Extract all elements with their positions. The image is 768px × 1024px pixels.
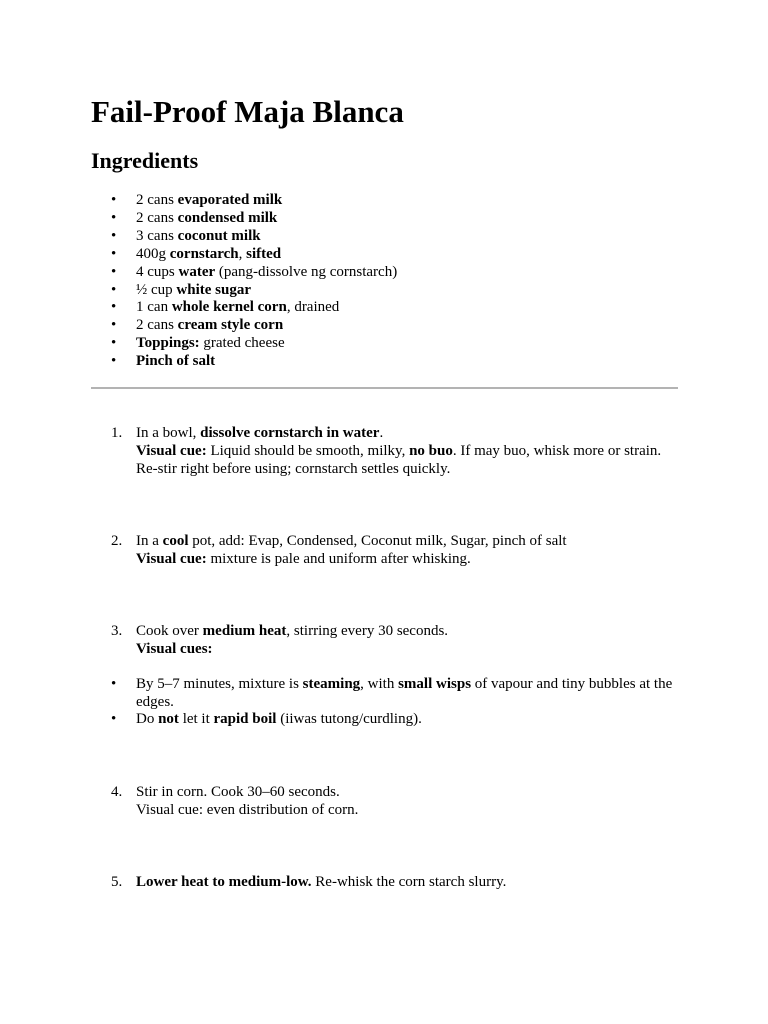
step-line <box>136 801 679 819</box>
bullet-icon: • <box>111 263 117 280</box>
horizontal-divider <box>91 387 678 389</box>
bold-text: water <box>178 263 216 280</box>
step-2 <box>91 532 679 568</box>
text-segment: , drained <box>286 299 340 316</box>
text-segment: 400g <box>136 245 170 262</box>
text-segment: , with <box>360 676 399 692</box>
text-segment: of vapour and tiny bubbles at the edges. <box>136 676 673 710</box>
bold-text: rapid boil <box>213 711 277 727</box>
text-segment: Cook over <box>136 623 203 639</box>
bold-text: sifted <box>246 245 282 262</box>
bold-text: Pinch of salt <box>136 353 216 370</box>
text-segment: Liquid should be smooth, milky, <box>206 443 410 459</box>
bullet-icon: • <box>111 192 117 208</box>
ingredient-item <box>91 317 679 335</box>
ingredient-item <box>91 210 679 228</box>
bullet-icon: • <box>111 711 117 727</box>
text-segment: Stir in corn. Cook 30–60 seconds. <box>136 784 340 800</box>
step-line <box>136 424 679 442</box>
bold-text: evaporated milk <box>177 192 283 208</box>
text-segment: 2 cans <box>136 192 178 208</box>
step-3-visual-cues-list <box>91 676 679 729</box>
text-segment: . <box>379 425 384 441</box>
text-segment: 4 cups <box>136 263 179 280</box>
bold-text: Visual cue: <box>136 443 207 459</box>
text-segment: In a <box>136 533 163 549</box>
bold-text: no buo <box>409 443 453 459</box>
text-segment: , <box>238 245 247 262</box>
ingredient-item <box>91 246 679 264</box>
bullet-icon: • <box>111 317 117 334</box>
text-segment: 3 cans <box>136 227 178 244</box>
bullet-icon: • <box>111 676 117 692</box>
text-segment: 2 cans <box>136 209 178 226</box>
ingredient-item <box>91 353 679 371</box>
text-segment: (pang-dissolve ng cornstarch) <box>215 263 398 280</box>
visual-cue-item <box>91 711 679 729</box>
step-line <box>136 532 679 550</box>
bold-text: white sugar <box>176 281 252 298</box>
bold-text: small wisps <box>398 676 472 692</box>
bold-text: medium heat <box>202 623 287 639</box>
visual-cue-item <box>91 676 679 711</box>
bold-text: steaming <box>302 676 361 692</box>
step-line <box>136 783 679 801</box>
bold-text: Lower heat to medium-low. <box>136 874 312 890</box>
ingredients-list <box>91 192 679 371</box>
text-segment: 2 cans <box>136 317 178 334</box>
bold-text: Visual cues: <box>136 641 213 657</box>
step-3 <box>91 622 679 658</box>
text-segment: ½ cup <box>136 281 177 298</box>
bold-text: cream style corn <box>177 317 284 334</box>
bullet-icon: • <box>111 335 117 352</box>
step-line <box>136 873 679 891</box>
text-segment: 1 can <box>136 299 172 316</box>
step-number: 3. <box>111 623 123 639</box>
bold-text: coconut milk <box>177 227 261 244</box>
step-4 <box>91 783 679 819</box>
text-segment: . If may buo, whisk more or strain. Re-stir right before using; cornstarch settles quickly. <box>136 443 662 477</box>
bold-text: whole kernel corn <box>171 299 287 316</box>
text-segment: , stirring every 30 seconds. <box>286 623 449 639</box>
step-line <box>136 622 679 640</box>
step-line <box>136 442 679 478</box>
step-1 <box>91 424 679 478</box>
step-number: 5. <box>111 874 123 890</box>
step-text <box>136 873 679 891</box>
bold-text: cool <box>162 533 189 549</box>
step-text <box>136 532 679 568</box>
step-line <box>136 640 679 658</box>
bullet-icon: • <box>111 281 117 298</box>
text-segment: Do <box>136 711 159 727</box>
ingredient-item <box>91 282 679 300</box>
ingredients-heading: Ingredients <box>91 148 199 173</box>
ingredient-item <box>91 228 679 246</box>
text-segment: Visual cue: even distribution of corn. <box>136 802 359 818</box>
ingredient-item <box>91 335 679 353</box>
text-segment: Re-whisk the corn starch slurry. <box>311 874 507 890</box>
step-number: 1. <box>111 425 123 441</box>
text-segment: let it <box>178 711 214 727</box>
bullet-icon: • <box>111 353 117 370</box>
bold-text: condensed milk <box>177 209 278 226</box>
step-text <box>136 783 679 819</box>
text-segment: By 5–7 minutes, mixture is <box>136 676 303 692</box>
bullet-icon: • <box>111 209 117 226</box>
bold-text: dissolve cornstarch in water <box>200 425 380 441</box>
text-segment: pot, add: Evap, Condensed, Coconut milk, Sugar, pinch of salt <box>188 533 567 549</box>
ingredient-item <box>91 264 679 282</box>
step-line <box>136 550 679 568</box>
step-5 <box>91 873 679 891</box>
bold-text: not <box>158 711 179 727</box>
text-segment: grated cheese <box>199 335 285 352</box>
step-number: 2. <box>111 533 123 549</box>
bold-text: Visual cue: <box>136 551 207 567</box>
bullet-icon: • <box>111 245 117 262</box>
text-segment: mixture is pale and uniform after whisking. <box>206 551 471 567</box>
bold-text: Toppings: <box>136 335 200 352</box>
bullet-icon: • <box>111 227 117 244</box>
page-title: Fail-Proof Maja Blanca <box>91 94 404 129</box>
ingredient-item <box>91 192 679 210</box>
bold-text: cornstarch <box>169 245 239 262</box>
bullet-icon: • <box>111 299 117 316</box>
text-segment: (iiwas tutong/curdling). <box>276 711 422 727</box>
ingredient-item <box>91 299 679 317</box>
step-text <box>136 622 679 658</box>
text-segment: In a bowl, <box>136 425 201 441</box>
step-number: 4. <box>111 784 123 800</box>
step-text <box>136 424 679 478</box>
